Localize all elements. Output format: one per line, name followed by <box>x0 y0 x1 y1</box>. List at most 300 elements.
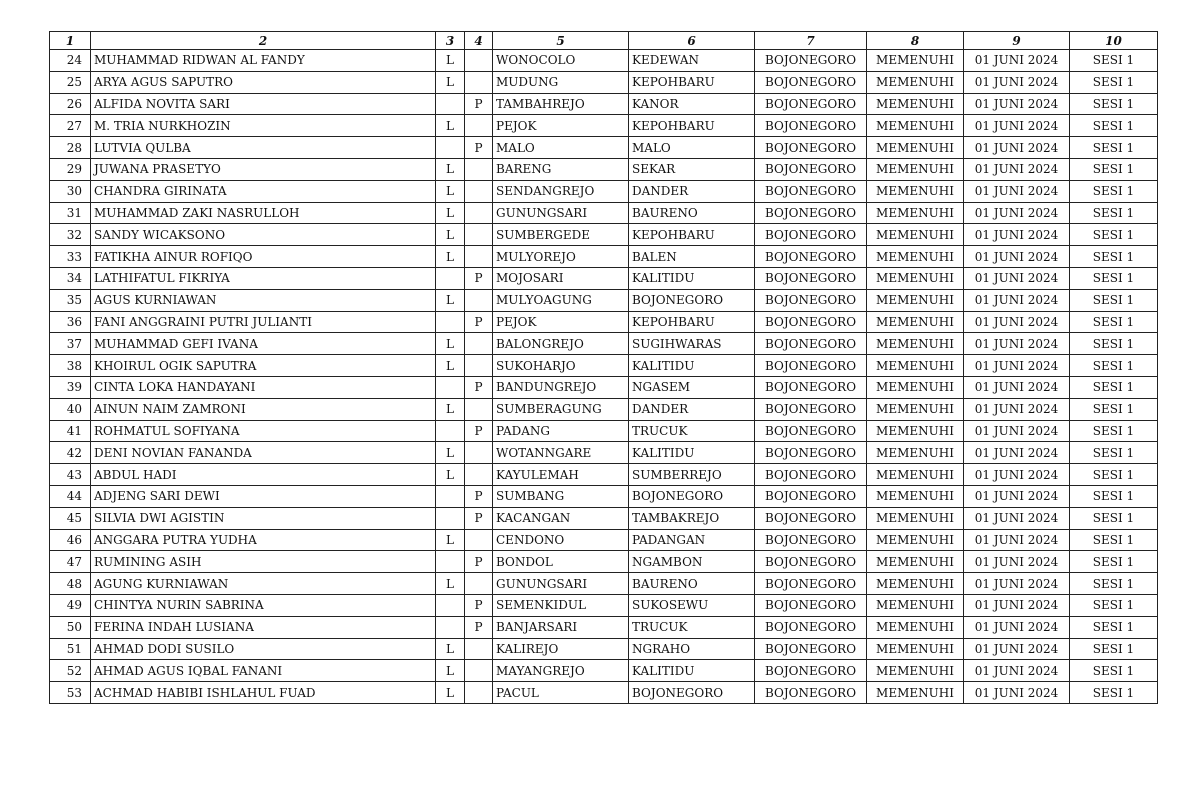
date-cell: 01 JUNI 2024 <box>964 442 1070 464</box>
row-number-cell: 35 <box>50 289 91 311</box>
date-cell: 01 JUNI 2024 <box>964 267 1070 289</box>
village-cell: MULYOAGUNG <box>493 289 629 311</box>
table-row <box>50 355 1158 377</box>
status-cell: MEMENUHI <box>867 529 964 551</box>
date-cell: 01 JUNI 2024 <box>964 682 1070 704</box>
gender-female-cell <box>465 289 493 311</box>
gender-female-cell <box>465 158 493 180</box>
participant-name-cell: ALFIDA NOVITA SARI <box>91 93 436 115</box>
participant-name-cell: AGUS KURNIAWAN <box>91 289 436 311</box>
row-number-cell: 49 <box>50 594 91 616</box>
session-cell: SESI 1 <box>1070 551 1158 573</box>
date-cell: 01 JUNI 2024 <box>964 638 1070 660</box>
date-cell: 01 JUNI 2024 <box>964 594 1070 616</box>
gender-male-cell: L <box>436 464 465 486</box>
gender-male-cell: L <box>436 573 465 595</box>
session-cell: SESI 1 <box>1070 507 1158 529</box>
regency-cell: BOJONEGORO <box>755 398 867 420</box>
gender-male-cell <box>436 420 465 442</box>
row-number-cell: 44 <box>50 485 91 507</box>
col-5-header: 5 <box>493 32 629 50</box>
village-cell: WOTANNGARE <box>493 442 629 464</box>
date-cell: 01 JUNI 2024 <box>964 507 1070 529</box>
session-cell: SESI 1 <box>1070 50 1158 72</box>
gender-male-cell <box>436 93 465 115</box>
gender-male-cell: L <box>436 529 465 551</box>
session-cell: SESI 1 <box>1070 442 1158 464</box>
status-cell: MEMENUHI <box>867 638 964 660</box>
row-number-cell: 39 <box>50 376 91 398</box>
status-cell: MEMENUHI <box>867 224 964 246</box>
row-number-cell: 51 <box>50 638 91 660</box>
village-cell: BALONGREJO <box>493 333 629 355</box>
village-cell: SUMBERGEDE <box>493 224 629 246</box>
gender-male-cell: L <box>436 180 465 202</box>
village-cell: KACANGAN <box>493 507 629 529</box>
table-row <box>50 660 1158 682</box>
participant-name-cell: FERINA INDAH LUSIANA <box>91 616 436 638</box>
regency-cell: BOJONEGORO <box>755 158 867 180</box>
column-number-header-row <box>50 32 1158 50</box>
table-row <box>50 180 1158 202</box>
gender-male-cell <box>436 376 465 398</box>
gender-male-cell: L <box>436 638 465 660</box>
district-cell: TRUCUK <box>629 420 755 442</box>
regency-cell: BOJONEGORO <box>755 638 867 660</box>
village-cell: PACUL <box>493 682 629 704</box>
regency-cell: BOJONEGORO <box>755 50 867 72</box>
gender-male-cell: L <box>436 224 465 246</box>
district-cell: BAURENO <box>629 202 755 224</box>
district-cell: NGAMBON <box>629 551 755 573</box>
participant-name-cell: KHOIRUL OGIK SAPUTRA <box>91 355 436 377</box>
gender-male-cell <box>436 485 465 507</box>
district-cell: MALO <box>629 137 755 159</box>
village-cell: WONOCOLO <box>493 50 629 72</box>
district-cell: KEPOHBARU <box>629 224 755 246</box>
gender-male-cell: L <box>436 202 465 224</box>
col-6-header: 6 <box>629 32 755 50</box>
village-cell: BANJARSARI <box>493 616 629 638</box>
date-cell: 01 JUNI 2024 <box>964 224 1070 246</box>
status-cell: MEMENUHI <box>867 442 964 464</box>
date-cell: 01 JUNI 2024 <box>964 289 1070 311</box>
table-row <box>50 638 1158 660</box>
session-cell: SESI 1 <box>1070 529 1158 551</box>
status-cell: MEMENUHI <box>867 485 964 507</box>
table-row <box>50 333 1158 355</box>
table-row <box>50 158 1158 180</box>
date-cell: 01 JUNI 2024 <box>964 333 1070 355</box>
participant-name-cell: MUHAMMAD GEFI IVANA <box>91 333 436 355</box>
district-cell: BAURENO <box>629 573 755 595</box>
gender-female-cell: P <box>465 551 493 573</box>
row-number-cell: 34 <box>50 267 91 289</box>
regency-cell: BOJONEGORO <box>755 93 867 115</box>
gender-female-cell: P <box>465 93 493 115</box>
table-row <box>50 420 1158 442</box>
col-2-header: 2 <box>91 32 436 50</box>
gender-male-cell: L <box>436 660 465 682</box>
row-number-cell: 31 <box>50 202 91 224</box>
status-cell: MEMENUHI <box>867 420 964 442</box>
regency-cell: BOJONEGORO <box>755 180 867 202</box>
gender-female-cell <box>465 115 493 137</box>
gender-female-cell <box>465 50 493 72</box>
gender-female-cell: P <box>465 420 493 442</box>
district-cell: KEPOHBARU <box>629 311 755 333</box>
district-cell: KEDEWAN <box>629 50 755 72</box>
status-cell: MEMENUHI <box>867 246 964 268</box>
col-4-header: 4 <box>465 32 493 50</box>
date-cell: 01 JUNI 2024 <box>964 616 1070 638</box>
participant-name-cell: M. TRIA NURKHOZIN <box>91 115 436 137</box>
date-cell: 01 JUNI 2024 <box>964 573 1070 595</box>
participant-name-cell: AHMAD DODI SUSILO <box>91 638 436 660</box>
participant-name-cell: JUWANA PRASETYO <box>91 158 436 180</box>
status-cell: MEMENUHI <box>867 660 964 682</box>
row-number-cell: 45 <box>50 507 91 529</box>
participant-name-cell: FATIKHA AINUR ROFIQO <box>91 246 436 268</box>
session-cell: SESI 1 <box>1070 246 1158 268</box>
date-cell: 01 JUNI 2024 <box>964 180 1070 202</box>
session-cell: SESI 1 <box>1070 137 1158 159</box>
regency-cell: BOJONEGORO <box>755 267 867 289</box>
row-number-cell: 24 <box>50 50 91 72</box>
status-cell: MEMENUHI <box>867 333 964 355</box>
session-cell: SESI 1 <box>1070 420 1158 442</box>
session-cell: SESI 1 <box>1070 464 1158 486</box>
row-number-cell: 26 <box>50 93 91 115</box>
participant-name-cell: ABDUL HADI <box>91 464 436 486</box>
table-row <box>50 267 1158 289</box>
table-row <box>50 507 1158 529</box>
regency-cell: BOJONEGORO <box>755 137 867 159</box>
row-number-cell: 52 <box>50 660 91 682</box>
session-cell: SESI 1 <box>1070 616 1158 638</box>
village-cell: KAYULEMAH <box>493 464 629 486</box>
row-number-cell: 40 <box>50 398 91 420</box>
gender-female-cell: P <box>465 507 493 529</box>
status-cell: MEMENUHI <box>867 507 964 529</box>
participant-name-cell: AHMAD AGUS IQBAL FANANI <box>91 660 436 682</box>
status-cell: MEMENUHI <box>867 267 964 289</box>
gender-female-cell <box>465 246 493 268</box>
gender-male-cell: L <box>436 246 465 268</box>
participant-name-cell: CINTA LOKA HANDAYANI <box>91 376 436 398</box>
gender-female-cell: P <box>465 616 493 638</box>
regency-cell: BOJONEGORO <box>755 246 867 268</box>
row-number-cell: 47 <box>50 551 91 573</box>
district-cell: TRUCUK <box>629 616 755 638</box>
gender-male-cell <box>436 616 465 638</box>
village-cell: SENDANGREJO <box>493 180 629 202</box>
table-row <box>50 485 1158 507</box>
district-cell: DANDER <box>629 398 755 420</box>
participant-name-cell: CHINTYA NURIN SABRINA <box>91 594 436 616</box>
gender-male-cell: L <box>436 115 465 137</box>
participant-name-cell: ANGGARA PUTRA YUDHA <box>91 529 436 551</box>
district-cell: BALEN <box>629 246 755 268</box>
village-cell: SUKOHARJO <box>493 355 629 377</box>
district-cell: PADANGAN <box>629 529 755 551</box>
date-cell: 01 JUNI 2024 <box>964 50 1070 72</box>
status-cell: MEMENUHI <box>867 616 964 638</box>
village-cell: PADANG <box>493 420 629 442</box>
date-cell: 01 JUNI 2024 <box>964 137 1070 159</box>
district-cell: KEPOHBARU <box>629 71 755 93</box>
village-cell: GUNUNGSARI <box>493 202 629 224</box>
gender-male-cell: L <box>436 333 465 355</box>
status-cell: MEMENUHI <box>867 50 964 72</box>
district-cell: KALITIDU <box>629 355 755 377</box>
gender-female-cell <box>465 71 493 93</box>
gender-male-cell: L <box>436 71 465 93</box>
district-cell: KEPOHBARU <box>629 115 755 137</box>
session-cell: SESI 1 <box>1070 660 1158 682</box>
row-number-cell: 42 <box>50 442 91 464</box>
gender-female-cell: P <box>465 267 493 289</box>
regency-cell: BOJONEGORO <box>755 616 867 638</box>
table-row <box>50 137 1158 159</box>
row-number-cell: 53 <box>50 682 91 704</box>
gender-female-cell <box>465 333 493 355</box>
participant-name-cell: ARYA AGUS SAPUTRO <box>91 71 436 93</box>
table-row <box>50 529 1158 551</box>
session-cell: SESI 1 <box>1070 267 1158 289</box>
gender-female-cell: P <box>465 311 493 333</box>
gender-female-cell <box>465 355 493 377</box>
gender-female-cell: P <box>465 485 493 507</box>
status-cell: MEMENUHI <box>867 158 964 180</box>
village-cell: MALO <box>493 137 629 159</box>
col-9-header: 9 <box>964 32 1070 50</box>
date-cell: 01 JUNI 2024 <box>964 158 1070 180</box>
regency-cell: BOJONEGORO <box>755 485 867 507</box>
gender-male-cell: L <box>436 355 465 377</box>
district-cell: KALITIDU <box>629 442 755 464</box>
row-number-cell: 43 <box>50 464 91 486</box>
row-number-cell: 38 <box>50 355 91 377</box>
row-number-cell: 36 <box>50 311 91 333</box>
table-row <box>50 442 1158 464</box>
session-cell: SESI 1 <box>1070 311 1158 333</box>
village-cell: SUMBERAGUNG <box>493 398 629 420</box>
participant-name-cell: RUMINING ASIH <box>91 551 436 573</box>
date-cell: 01 JUNI 2024 <box>964 93 1070 115</box>
gender-female-cell <box>465 224 493 246</box>
regency-cell: BOJONEGORO <box>755 573 867 595</box>
session-cell: SESI 1 <box>1070 158 1158 180</box>
status-cell: MEMENUHI <box>867 180 964 202</box>
table-row <box>50 311 1158 333</box>
regency-cell: BOJONEGORO <box>755 311 867 333</box>
district-cell: NGASEM <box>629 376 755 398</box>
row-number-cell: 50 <box>50 616 91 638</box>
participant-name-cell: LATHIFATUL FIKRIYA <box>91 267 436 289</box>
table-row <box>50 376 1158 398</box>
session-cell: SESI 1 <box>1070 93 1158 115</box>
village-cell: TAMBAHREJO <box>493 93 629 115</box>
status-cell: MEMENUHI <box>867 551 964 573</box>
village-cell: BARENG <box>493 158 629 180</box>
regency-cell: BOJONEGORO <box>755 594 867 616</box>
session-cell: SESI 1 <box>1070 202 1158 224</box>
gender-male-cell <box>436 311 465 333</box>
district-cell: SUGIHWARAS <box>629 333 755 355</box>
table-row <box>50 551 1158 573</box>
status-cell: MEMENUHI <box>867 573 964 595</box>
regency-cell: BOJONEGORO <box>755 355 867 377</box>
row-number-cell: 32 <box>50 224 91 246</box>
gender-male-cell <box>436 551 465 573</box>
status-cell: MEMENUHI <box>867 71 964 93</box>
row-number-cell: 46 <box>50 529 91 551</box>
status-cell: MEMENUHI <box>867 398 964 420</box>
gender-female-cell <box>465 529 493 551</box>
regency-cell: BOJONEGORO <box>755 224 867 246</box>
gender-female-cell <box>465 573 493 595</box>
village-cell: CENDONO <box>493 529 629 551</box>
gender-female-cell <box>465 442 493 464</box>
regency-cell: BOJONEGORO <box>755 660 867 682</box>
district-cell: SEKAR <box>629 158 755 180</box>
date-cell: 01 JUNI 2024 <box>964 660 1070 682</box>
session-cell: SESI 1 <box>1070 333 1158 355</box>
session-cell: SESI 1 <box>1070 573 1158 595</box>
gender-male-cell: L <box>436 158 465 180</box>
col-7-header: 7 <box>755 32 867 50</box>
table-row <box>50 50 1158 72</box>
regency-cell: BOJONEGORO <box>755 115 867 137</box>
village-cell: SUMBANG <box>493 485 629 507</box>
session-cell: SESI 1 <box>1070 224 1158 246</box>
table-row <box>50 93 1158 115</box>
date-cell: 01 JUNI 2024 <box>964 420 1070 442</box>
gender-female-cell <box>465 682 493 704</box>
village-cell: SEMENKIDUL <box>493 594 629 616</box>
district-cell: KALITIDU <box>629 660 755 682</box>
status-cell: MEMENUHI <box>867 376 964 398</box>
regency-cell: BOJONEGORO <box>755 551 867 573</box>
table-row <box>50 115 1158 137</box>
date-cell: 01 JUNI 2024 <box>964 464 1070 486</box>
table-row <box>50 289 1158 311</box>
status-cell: MEMENUHI <box>867 355 964 377</box>
participant-name-cell: SANDY WICAKSONO <box>91 224 436 246</box>
table-row <box>50 573 1158 595</box>
col-1-header: 1 <box>50 32 91 50</box>
col-10-header: 10 <box>1070 32 1158 50</box>
session-cell: SESI 1 <box>1070 355 1158 377</box>
session-cell: SESI 1 <box>1070 180 1158 202</box>
table-row <box>50 616 1158 638</box>
table-body <box>50 50 1158 704</box>
village-cell: PEJOK <box>493 311 629 333</box>
session-cell: SESI 1 <box>1070 398 1158 420</box>
session-cell: SESI 1 <box>1070 485 1158 507</box>
row-number-cell: 30 <box>50 180 91 202</box>
row-number-cell: 29 <box>50 158 91 180</box>
date-cell: 01 JUNI 2024 <box>964 551 1070 573</box>
district-cell: DANDER <box>629 180 755 202</box>
district-cell: SUMBERREJO <box>629 464 755 486</box>
district-cell: KALITIDU <box>629 267 755 289</box>
participant-name-cell: ROHMATUL SOFIYANA <box>91 420 436 442</box>
date-cell: 01 JUNI 2024 <box>964 398 1070 420</box>
session-cell: SESI 1 <box>1070 638 1158 660</box>
date-cell: 01 JUNI 2024 <box>964 529 1070 551</box>
regency-cell: BOJONEGORO <box>755 507 867 529</box>
participant-name-cell: DENI NOVIAN FANANDA <box>91 442 436 464</box>
district-cell: NGRAHO <box>629 638 755 660</box>
status-cell: MEMENUHI <box>867 682 964 704</box>
district-cell: BOJONEGORO <box>629 485 755 507</box>
date-cell: 01 JUNI 2024 <box>964 485 1070 507</box>
gender-male-cell <box>436 267 465 289</box>
participant-name-cell: ACHMAD HABIBI ISHLAHUL FUAD <box>91 682 436 704</box>
date-cell: 01 JUNI 2024 <box>964 71 1070 93</box>
village-cell: BONDOL <box>493 551 629 573</box>
district-cell: TAMBAKREJO <box>629 507 755 529</box>
gender-female-cell <box>465 398 493 420</box>
session-cell: SESI 1 <box>1070 115 1158 137</box>
gender-female-cell: P <box>465 376 493 398</box>
district-cell: BOJONEGORO <box>629 289 755 311</box>
regency-cell: BOJONEGORO <box>755 682 867 704</box>
regency-cell: BOJONEGORO <box>755 529 867 551</box>
gender-female-cell <box>465 660 493 682</box>
session-cell: SESI 1 <box>1070 289 1158 311</box>
status-cell: MEMENUHI <box>867 202 964 224</box>
row-number-cell: 41 <box>50 420 91 442</box>
gender-male-cell: L <box>436 398 465 420</box>
gender-male-cell: L <box>436 442 465 464</box>
date-cell: 01 JUNI 2024 <box>964 202 1070 224</box>
gender-female-cell: P <box>465 594 493 616</box>
session-cell: SESI 1 <box>1070 71 1158 93</box>
village-cell: MUDUNG <box>493 71 629 93</box>
participant-name-cell: SILVIA DWI AGISTIN <box>91 507 436 529</box>
table-row <box>50 202 1158 224</box>
date-cell: 01 JUNI 2024 <box>964 311 1070 333</box>
table-row <box>50 464 1158 486</box>
session-cell: SESI 1 <box>1070 376 1158 398</box>
date-cell: 01 JUNI 2024 <box>964 355 1070 377</box>
session-cell: SESI 1 <box>1070 682 1158 704</box>
row-number-cell: 28 <box>50 137 91 159</box>
participant-table <box>49 31 1158 704</box>
status-cell: MEMENUHI <box>867 115 964 137</box>
date-cell: 01 JUNI 2024 <box>964 376 1070 398</box>
village-cell: KALIREJO <box>493 638 629 660</box>
status-cell: MEMENUHI <box>867 311 964 333</box>
row-number-cell: 48 <box>50 573 91 595</box>
participant-name-cell: CHANDRA GIRINATA <box>91 180 436 202</box>
gender-male-cell: L <box>436 50 465 72</box>
row-number-cell: 25 <box>50 71 91 93</box>
gender-male-cell <box>436 137 465 159</box>
table-row <box>50 224 1158 246</box>
gender-female-cell <box>465 180 493 202</box>
date-cell: 01 JUNI 2024 <box>964 246 1070 268</box>
district-cell: KANOR <box>629 93 755 115</box>
village-cell: MULYOREJO <box>493 246 629 268</box>
session-cell: SESI 1 <box>1070 594 1158 616</box>
participant-name-cell: LUTVIA QULBA <box>91 137 436 159</box>
table-row <box>50 71 1158 93</box>
regency-cell: BOJONEGORO <box>755 333 867 355</box>
